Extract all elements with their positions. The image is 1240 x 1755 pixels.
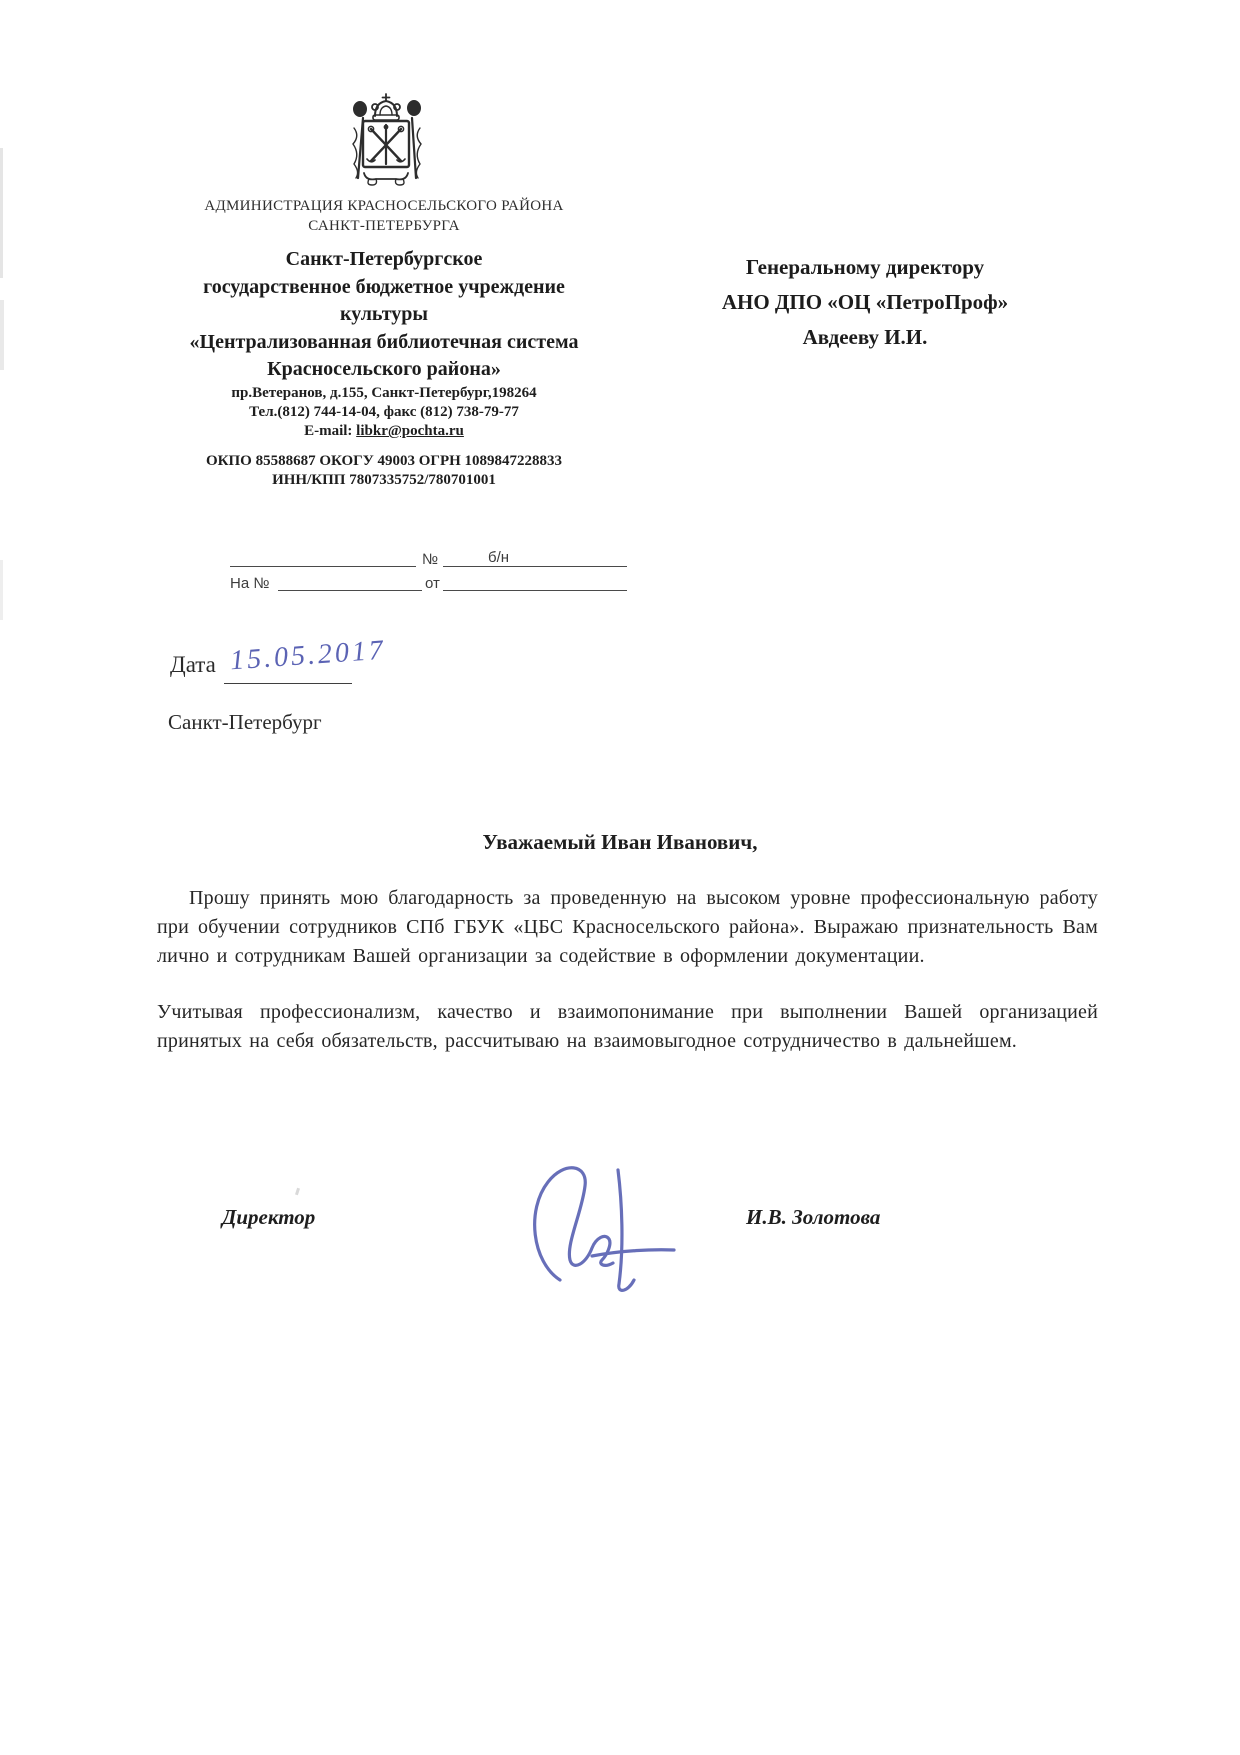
salutation: Уважаемый Иван Иванович,: [482, 830, 758, 854]
scan-edge-artifact: [0, 560, 3, 620]
number-sign-label: №: [422, 551, 439, 568]
reply-date-label: от: [425, 575, 440, 592]
addressee-name: Авдееву И.И.: [802, 325, 928, 349]
organization-name: [118, 246, 650, 384]
scan-speck-artifact: [295, 1188, 300, 1196]
phone-fax: Тел.(812) 744-14-04, факс (812) 738-79-77: [249, 404, 519, 420]
email-line: [128, 422, 640, 441]
paragraph: Прошу принять мою благодарность за проведенную на высоком уровне профессиональную работу при обучении сотрудников СПб ГБУК «ЦБС Красносельского района». Выражаю признательность Вам лично и сотрудникам Вашей организации за содействие в оформлении документации.: [157, 887, 1098, 967]
codes-line1: ОКПО 85588687 ОКОГУ 49003 ОГРН 1089847228833: [205, 453, 563, 469]
paragraph: Учитывая профессионализм, качество и взаимопонимание при выполнении Вашей организацией принятых на себя обязательств, рассчитываю на взаимовыгодное сотрудничество в дальнейшем.: [157, 1001, 1098, 1053]
org-line: Красносельского района»: [267, 358, 501, 380]
email-address: libkr@pochta.ru: [356, 423, 464, 439]
addressee-block: [700, 250, 1030, 355]
reply-number-blank: [278, 569, 422, 591]
email-label: E-mail:: [304, 423, 353, 439]
addressee-organization: АНО ДПО «ОЦ «ПетроПроф»: [721, 290, 1009, 314]
coat-of-arms-icon: [336, 84, 436, 192]
org-line: государственное бюджетное учреждение: [203, 275, 565, 298]
outgoing-number-line: [443, 545, 627, 567]
outgoing-number-blank: [230, 545, 416, 567]
date-label: Дата: [170, 652, 216, 677]
org-line: Санкт-Петербургское: [285, 248, 483, 270]
outgoing-number-value: б/н: [488, 549, 510, 566]
signer-title: Директор: [222, 1205, 316, 1229]
scan-edge-artifact: [0, 300, 4, 370]
codes-line2: ИНН/КПП 7807335752/780701001: [272, 472, 496, 488]
org-line: «Централизованная библиотечная система: [189, 330, 579, 353]
registry-codes: [110, 452, 658, 490]
postal-address: пр.Ветеранов, д.155, Санкт-Петербург,198264: [231, 385, 537, 401]
signer-name: И.В. Золотова: [746, 1205, 881, 1229]
reply-number-label: На №: [230, 575, 270, 592]
administration-line1: АДМИНИСТРАЦИЯ КРАСНОСЕЛЬСКОГО РАЙОНА: [204, 198, 564, 214]
addressee-title: Генеральному директору: [745, 255, 985, 279]
handwritten-signature-icon: [518, 1150, 693, 1305]
handwritten-date: 15.05.2017: [229, 634, 387, 677]
letter-body: [157, 884, 1098, 1084]
org-line: культуры: [339, 303, 429, 325]
scan-edge-artifact: [0, 148, 3, 278]
contact-info: [128, 384, 640, 441]
reply-date-blank: [443, 569, 627, 591]
administration-heading: [128, 196, 640, 236]
administration-line2: САНКТ-ПЕТЕРБУРГА: [308, 218, 460, 234]
city-line: Санкт-Петербург: [168, 710, 322, 734]
